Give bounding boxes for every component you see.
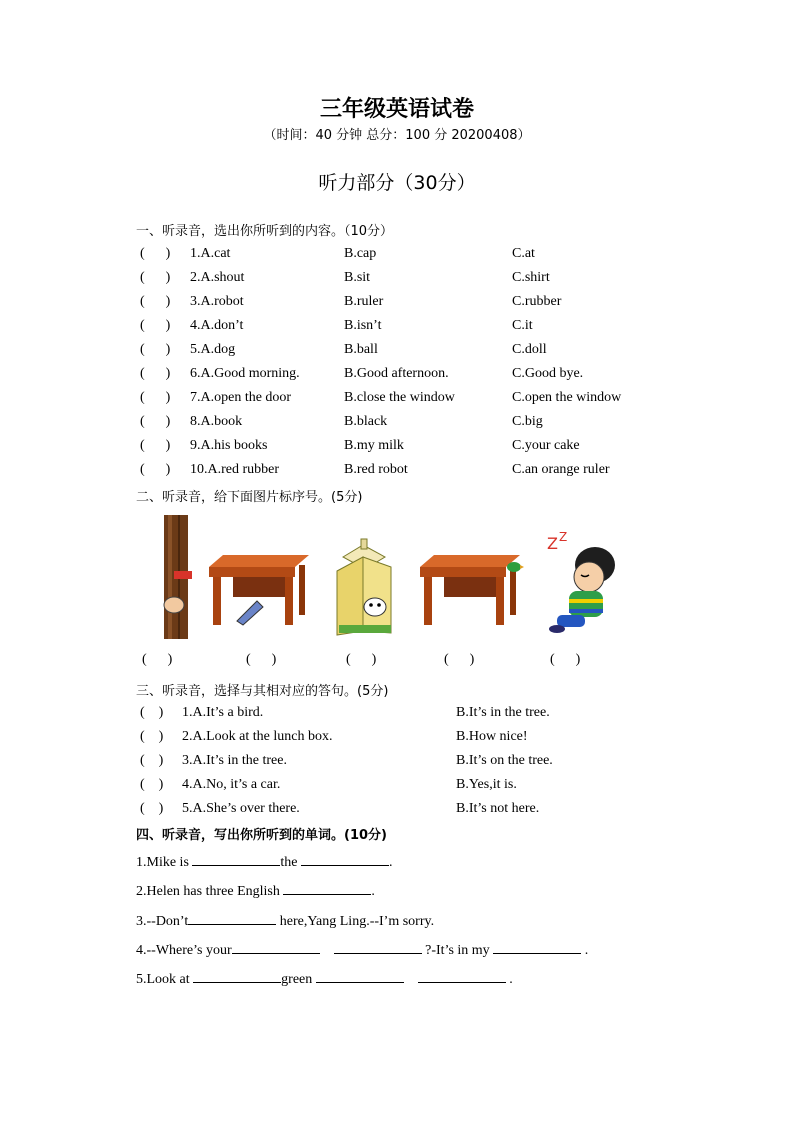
zzz-icon: Z	[559, 530, 568, 544]
option-a: 2.A.shout	[190, 270, 245, 285]
sleeping-boy-picture	[543, 515, 619, 643]
fill-text: .	[371, 884, 375, 899]
fill-text: .	[505, 972, 513, 987]
option-c: C.big	[512, 414, 543, 429]
option-b: B.It’s in the tree.	[456, 705, 550, 720]
picture1-answer[interactable]: ( )	[142, 652, 173, 667]
picture5-answer[interactable]: ( )	[550, 652, 581, 667]
option-a: 2.A.Look at the lunch box.	[182, 729, 333, 744]
fill-text: here,Yang Ling.--I’m sorry.	[276, 914, 435, 929]
desk-pencil-picture	[205, 515, 311, 643]
fill-text: 2.Helen has three English	[136, 884, 284, 899]
answer-paren[interactable]: ( )	[140, 270, 171, 285]
hand	[164, 597, 184, 613]
option-a: 6.A.Good morning.	[190, 366, 300, 381]
option-b: B.ruler	[344, 294, 384, 309]
option-b: B.It’s on the tree.	[456, 753, 553, 768]
answer-paren[interactable]: ( )	[140, 438, 171, 453]
option-a: 9.A.his books	[190, 438, 268, 453]
option-c: C.open the window	[512, 390, 622, 405]
bird-beak	[520, 565, 524, 569]
question-row	[140, 460, 660, 484]
option-a: 7.A.open the door	[190, 390, 292, 405]
desk-front	[209, 567, 295, 577]
zzz-icon: Z	[547, 534, 558, 553]
option-a: 5.A.dog	[190, 342, 236, 357]
question-row	[140, 751, 640, 775]
blank[interactable]	[192, 851, 280, 866]
fill-line-2	[136, 880, 375, 900]
fill-text: .	[389, 855, 393, 870]
face	[574, 562, 604, 592]
fill-text: 3.--Don’t	[136, 914, 189, 929]
question-row	[140, 388, 660, 412]
fill-line-3	[136, 910, 434, 930]
option-c: C.an orange ruler	[512, 462, 610, 477]
answer-paren[interactable]: ( )	[140, 729, 164, 744]
option-b: B.Yes,it is.	[456, 777, 517, 792]
picture4-answer[interactable]: ( )	[444, 652, 475, 667]
option-a: 8.A.book	[190, 414, 243, 429]
desk-drawer	[233, 577, 285, 597]
question-row	[140, 316, 660, 340]
answer-paren[interactable]: ( )	[140, 753, 164, 768]
fill-text: 4.--Where’s your	[136, 943, 232, 958]
trousers	[557, 615, 585, 627]
option-c: C.rubber	[512, 294, 562, 309]
answer-paren[interactable]: ( )	[140, 705, 164, 720]
grass-strip	[339, 625, 391, 633]
fill-line-4	[136, 939, 588, 959]
fill-text: ?-It’s in my	[421, 943, 494, 958]
question-row	[140, 436, 660, 460]
question-row	[140, 775, 640, 799]
answer-paren[interactable]: ( )	[140, 246, 171, 261]
blank[interactable]	[232, 939, 320, 954]
answer-paren[interactable]: ( )	[140, 462, 171, 477]
cow-eye	[377, 603, 381, 607]
option-c: C.Good bye.	[512, 366, 584, 381]
fill-text: 5.Look at	[136, 972, 194, 987]
option-b: B.cap	[344, 246, 377, 261]
option-b: B.black	[344, 414, 388, 429]
option-b: B.ball	[344, 342, 378, 357]
option-c: C.your cake	[512, 438, 580, 453]
carton-side	[337, 557, 363, 635]
milk-carton-picture	[333, 515, 395, 643]
answer-paren[interactable]: ( )	[140, 366, 171, 381]
question-row	[140, 340, 660, 364]
part4-heading: 四、听录音，写出你所听到的单词。(10分)	[136, 828, 387, 843]
picture3-answer[interactable]: ( )	[346, 652, 377, 667]
option-b: B.isn’t	[344, 318, 382, 333]
blank[interactable]	[283, 880, 371, 895]
picture2-answer[interactable]: ( )	[246, 652, 277, 667]
desk-top	[209, 555, 309, 567]
blank[interactable]	[334, 939, 422, 954]
option-c: C.at	[512, 246, 535, 261]
cow-face	[364, 598, 386, 616]
part1-heading: 一、听录音，选出你所听到的内容。（10分）	[136, 224, 394, 239]
question-row	[140, 799, 640, 823]
question-row	[140, 292, 660, 316]
blank[interactable]	[193, 968, 281, 983]
desk-leg	[424, 577, 432, 625]
option-b: B.my milk	[344, 438, 404, 453]
fill-line-1	[136, 851, 393, 871]
question-row	[140, 727, 640, 751]
question-row	[140, 703, 640, 727]
desk-leg	[496, 577, 504, 625]
red-band	[174, 571, 192, 579]
answer-paren[interactable]: ( )	[140, 318, 171, 333]
sweater-stripe	[569, 609, 603, 613]
blank[interactable]	[316, 968, 404, 983]
desk-front	[420, 567, 506, 577]
desk-drawer	[444, 577, 496, 597]
question-row	[140, 412, 660, 436]
pencil	[237, 601, 263, 625]
desk-leg	[299, 565, 305, 615]
tree-trunk-picture	[160, 515, 194, 643]
option-a: 4.A.No, it’s a car.	[182, 777, 281, 792]
sweater	[569, 591, 603, 617]
part3-heading: 三、听录音，选择与其相对应的答句。(5分)	[136, 684, 389, 699]
carton-front	[363, 557, 391, 633]
option-a: 10.A.red rubber	[190, 462, 280, 477]
option-a: 4.A.don’t	[190, 318, 244, 333]
option-a: 1.A.cat	[190, 246, 231, 261]
option-b: B.Good afternoon.	[344, 366, 449, 381]
part2-heading: 二、听录音，给下面图片标序号。(5分)	[136, 490, 363, 505]
answer-paren[interactable]: ( )	[140, 342, 171, 357]
option-a: 3.A.robot	[190, 294, 244, 309]
answer-paren[interactable]: ( )	[140, 777, 164, 792]
option-b: B.How nice!	[456, 729, 528, 744]
sweater-stripe	[569, 599, 603, 603]
answer-paren[interactable]: ( )	[140, 414, 171, 429]
blank[interactable]	[301, 851, 389, 866]
option-c: C.shirt	[512, 270, 550, 285]
option-a: 3.A.It’s in the tree.	[182, 753, 287, 768]
fill-text: .	[581, 943, 589, 958]
desk-leg	[285, 577, 293, 625]
desk-bird-picture	[418, 515, 524, 643]
desk-top	[420, 555, 520, 567]
option-a: 5.A.She’s over there.	[182, 801, 300, 816]
question-row	[140, 364, 660, 388]
option-c: C.it	[512, 318, 533, 333]
option-b: B.red robot	[344, 462, 408, 477]
fill-text: green	[281, 972, 316, 987]
fill-text: the	[280, 855, 301, 870]
desk-leg	[510, 565, 516, 615]
fill-line-5	[136, 968, 513, 988]
answer-paren[interactable]: ( )	[140, 294, 171, 309]
question-row	[140, 268, 660, 292]
bird	[507, 562, 521, 572]
cow-eye	[369, 603, 373, 607]
option-b: B.It’s not here.	[456, 801, 540, 816]
blank[interactable]	[493, 939, 581, 954]
fill-text: 1.Mike is	[136, 855, 193, 870]
desk-leg	[213, 577, 221, 625]
carton-cap	[361, 539, 367, 549]
answer-paren[interactable]: ( )	[140, 390, 171, 405]
answer-paren[interactable]: ( )	[140, 801, 164, 816]
exam-info: （时间：40 分钟 总分：100 分 20200408）	[263, 128, 531, 143]
question-row	[140, 244, 660, 268]
option-a: 1.A.It’s a bird.	[182, 705, 264, 720]
option-b: B.sit	[344, 270, 371, 285]
option-c: C.doll	[512, 342, 547, 357]
option-b: B.close the window	[344, 390, 455, 405]
page-title: 三年级英语试卷	[319, 97, 474, 122]
shoe	[549, 625, 565, 633]
trunk-highlight	[168, 515, 172, 639]
blank[interactable]	[418, 968, 506, 983]
blank[interactable]	[188, 910, 276, 925]
section-title: 听力部分（30分）	[318, 172, 476, 194]
